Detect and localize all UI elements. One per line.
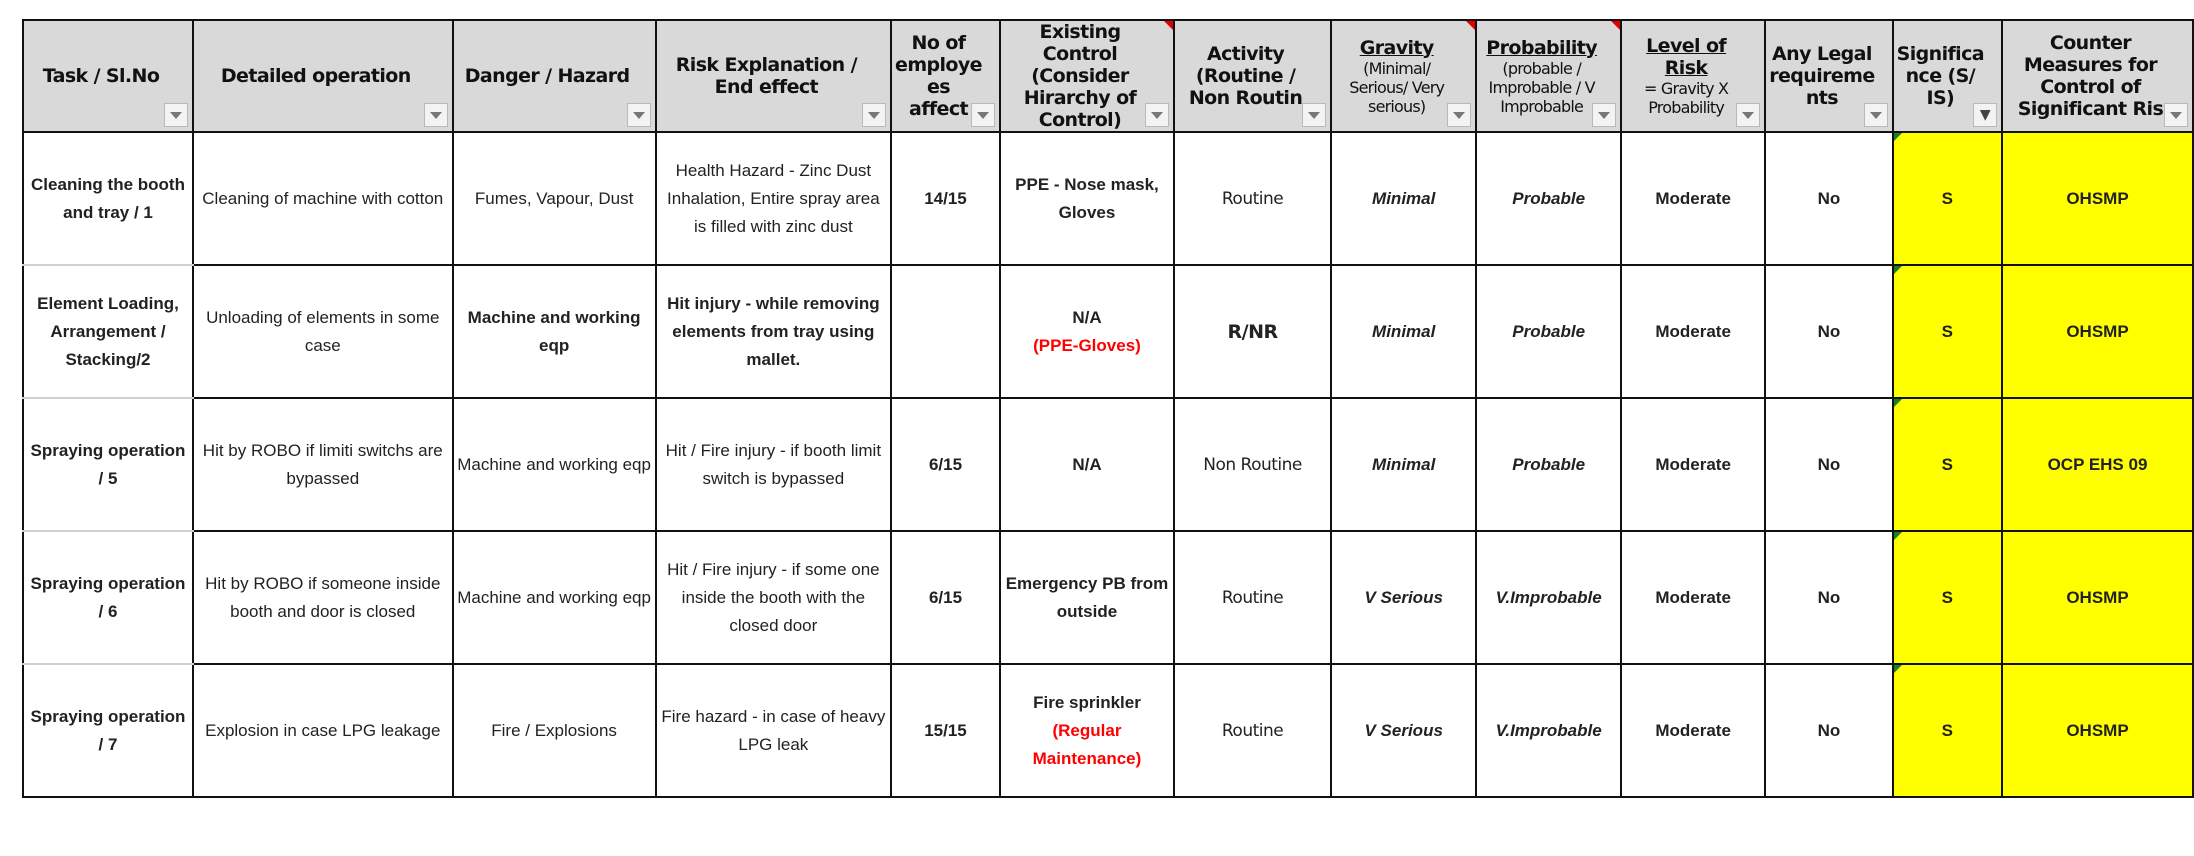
error-indicator-icon: [1894, 266, 1902, 274]
dropdown-arrow-icon: [868, 112, 880, 119]
cell-probability[interactable]: Probable: [1476, 132, 1621, 265]
cell-hazard[interactable]: Fumes, Vapour, Dust: [453, 132, 656, 265]
cell-counter[interactable]: OHSMP: [2002, 132, 2193, 265]
header-gravity: [1331, 20, 1476, 132]
cell-legal[interactable]: No: [1765, 531, 1892, 664]
cell-hazard[interactable]: Machine and working eqp: [453, 265, 656, 398]
cell-operation[interactable]: Hit by ROBO if someone inside booth and door is closed: [193, 531, 453, 664]
cell-significance[interactable]: [1893, 398, 2002, 531]
cell-control[interactable]: [1000, 265, 1174, 398]
header-level: [1621, 20, 1765, 132]
cell-activity[interactable]: R/NR: [1174, 265, 1331, 398]
cell-control[interactable]: [1000, 132, 1174, 265]
cell-hazard[interactable]: Fire / Explosions: [453, 664, 656, 797]
filter-dropdown-employees[interactable]: [971, 103, 995, 127]
cell-employees[interactable]: 15/15: [891, 664, 1000, 797]
header-task-label: Task / Sl.No: [42, 65, 160, 87]
error-indicator-icon: [1894, 532, 1902, 540]
header-activity-label: Activity (Routine / Non Routin: [1188, 43, 1303, 109]
header-significance: [1893, 20, 2002, 132]
error-indicator-icon: [1894, 399, 1902, 407]
cell-operation[interactable]: Unloading of elements in some case: [193, 265, 453, 398]
cell-level[interactable]: Moderate: [1621, 265, 1765, 398]
cell-risk[interactable]: Fire hazard - in case of heavy LPG leak: [656, 664, 891, 797]
header-control-label: Existing Control (Consider Hirarchy of Control): [1023, 21, 1137, 131]
dropdown-arrow-icon: [1742, 112, 1754, 119]
cell-significance[interactable]: [1893, 132, 2002, 265]
filter-dropdown-activity[interactable]: [1302, 103, 1326, 127]
cell-operation[interactable]: Hit by ROBO if limiti switchs are bypassed: [193, 398, 453, 531]
header-hazard: [453, 20, 656, 132]
control-text: N/A: [1072, 307, 1102, 327]
cell-counter[interactable]: OCP EHS 09: [2002, 398, 2193, 531]
filter-dropdown-control[interactable]: [1145, 103, 1169, 127]
table-row: [23, 398, 2193, 531]
cell-significance[interactable]: [1893, 531, 2002, 664]
cell-task[interactable]: Spraying operation / 6: [23, 531, 193, 664]
filter-funnel-icon: ▼: [1979, 107, 1991, 123]
filter-dropdown-hazard[interactable]: [627, 103, 651, 127]
filter-dropdown-gravity[interactable]: [1447, 103, 1471, 127]
cell-significance[interactable]: [1893, 664, 2002, 797]
cell-level[interactable]: Moderate: [1621, 664, 1765, 797]
cell-control[interactable]: [1000, 531, 1174, 664]
header-gravity-subtitle: (Minimal/ Serious/ Very serious): [1349, 58, 1445, 116]
comment-indicator-icon[interactable]: [1611, 21, 1620, 30]
cell-task[interactable]: Element Loading, Arrangement / Stacking/2: [23, 265, 193, 398]
cell-risk[interactable]: Hit injury - while removing elements from tray using mallet.: [656, 265, 891, 398]
cell-control[interactable]: [1000, 398, 1174, 531]
header-significance-label: Significa nce (S/ IS): [1896, 43, 1984, 109]
cell-task[interactable]: Cleaning the booth and tray / 1: [23, 132, 193, 265]
significance-text: S: [1941, 188, 1953, 208]
cell-gravity[interactable]: Minimal: [1331, 132, 1476, 265]
header-operation-label: Detailed operation: [220, 65, 411, 87]
cell-employees[interactable]: 14/15: [891, 132, 1000, 265]
cell-activity[interactable]: Routine: [1174, 132, 1331, 265]
header-employees: [891, 20, 1000, 132]
cell-hazard[interactable]: Machine and working eqp: [453, 531, 656, 664]
control-note: (PPE-Gloves): [1033, 335, 1141, 355]
dropdown-arrow-icon: [1870, 112, 1882, 119]
cell-task[interactable]: Spraying operation / 5: [23, 398, 193, 531]
header-task: [23, 20, 193, 132]
filter-dropdown-operation[interactable]: [424, 103, 448, 127]
cell-counter[interactable]: OHSMP: [2002, 664, 2193, 797]
cell-gravity[interactable]: V Serious: [1331, 531, 1476, 664]
cell-counter[interactable]: OHSMP: [2002, 265, 2193, 398]
risk-assessment-sheet: [22, 19, 2194, 798]
significance-text: S: [1941, 720, 1953, 740]
cell-significance[interactable]: [1893, 265, 2002, 398]
filter-dropdown-probability[interactable]: [1592, 103, 1616, 127]
dropdown-arrow-icon: [1308, 112, 1320, 119]
cell-level[interactable]: Moderate: [1621, 132, 1765, 265]
comment-indicator-icon[interactable]: [1466, 21, 1475, 30]
header-hazard-label: Danger / Hazard: [464, 65, 630, 87]
dropdown-arrow-icon: [1598, 112, 1610, 119]
cell-legal[interactable]: No: [1765, 265, 1892, 398]
cell-probability[interactable]: Probable: [1476, 398, 1621, 531]
error-indicator-icon: [1894, 665, 1902, 673]
header-risk: [656, 20, 891, 132]
table-row: [23, 531, 2193, 664]
cell-operation[interactable]: Explosion in case LPG leakage: [193, 664, 453, 797]
cell-activity[interactable]: Routine: [1174, 664, 1331, 797]
header-employees-label: No of employe es affect: [895, 32, 982, 120]
significance-text: S: [1941, 321, 1953, 341]
filter-dropdown-counter[interactable]: [2164, 103, 2188, 127]
dropdown-arrow-icon: [2170, 112, 2182, 119]
cell-legal[interactable]: No: [1765, 664, 1892, 797]
cell-gravity[interactable]: V Serious: [1331, 664, 1476, 797]
cell-activity[interactable]: Non Routine: [1174, 398, 1331, 531]
filter-dropdown-legal[interactable]: [1864, 103, 1888, 127]
cell-control[interactable]: [1000, 664, 1174, 797]
cell-hazard[interactable]: Machine and working eqp: [453, 398, 656, 531]
filter-dropdown-risk[interactable]: [862, 103, 886, 127]
cell-legal[interactable]: No: [1765, 132, 1892, 265]
cell-risk[interactable]: Hit / Fire injury - if some one inside the booth with the closed door: [656, 531, 891, 664]
table-row: [23, 132, 2193, 265]
risk-assessment-table: [22, 19, 2194, 798]
cell-activity[interactable]: Routine: [1174, 531, 1331, 664]
significance-text: S: [1941, 587, 1953, 607]
control-note: (Regular Maintenance): [1032, 720, 1142, 768]
table-row: [23, 265, 2193, 398]
filter-dropdown-level[interactable]: [1736, 103, 1760, 127]
control-text: Emergency PB from outside: [1005, 573, 1169, 621]
header-counter-label: Counter Measures for Control of Significant Ris: [2017, 32, 2164, 120]
filter-active-significance[interactable]: [1973, 103, 1997, 127]
cell-employees[interactable]: 6/15: [891, 398, 1000, 531]
header-row: [23, 20, 2193, 132]
cell-probability[interactable]: Probable: [1476, 265, 1621, 398]
cell-probability[interactable]: V.Improbable: [1476, 531, 1621, 664]
control-text: PPE - Nose mask, Gloves: [1015, 174, 1159, 222]
cell-probability[interactable]: V.Improbable: [1476, 664, 1621, 797]
header-risk-label: Risk Explanation / End effect: [675, 54, 857, 98]
cell-employees[interactable]: [891, 265, 1000, 398]
cell-operation[interactable]: Cleaning of machine with cotton: [193, 132, 453, 265]
dropdown-arrow-icon: [633, 112, 645, 119]
control-text: N/A: [1072, 454, 1102, 474]
cell-gravity[interactable]: Minimal: [1331, 398, 1476, 531]
header-control: [1000, 20, 1174, 132]
header-probability: [1476, 20, 1621, 132]
cell-employees[interactable]: 6/15: [891, 531, 1000, 664]
error-indicator-icon: [1894, 133, 1902, 141]
comment-indicator-icon[interactable]: [1164, 21, 1173, 30]
header-level-subtitle: = Gravity X Probability: [1644, 79, 1729, 117]
header-counter: [2002, 20, 2193, 132]
header-legal-label: Any Legal requireme nts: [1769, 43, 1875, 109]
dropdown-arrow-icon: [1151, 112, 1163, 119]
header-operation: [193, 20, 453, 132]
control-text: Fire sprinkler: [1033, 692, 1141, 712]
header-legal: [1765, 20, 1892, 132]
table-row: [23, 664, 2193, 797]
cell-level[interactable]: Moderate: [1621, 398, 1765, 531]
header-activity: [1174, 20, 1331, 132]
header-gravity-label: Gravity: [1359, 36, 1434, 59]
header-probability-label: Probability: [1486, 36, 1598, 59]
dropdown-arrow-icon: [1453, 112, 1465, 119]
cell-gravity[interactable]: Minimal: [1331, 265, 1476, 398]
significance-text: S: [1941, 454, 1953, 474]
header-level-label: Level of Risk: [1646, 35, 1727, 79]
cell-counter[interactable]: OHSMP: [2002, 531, 2193, 664]
dropdown-arrow-icon: [430, 112, 442, 119]
cell-task[interactable]: Spraying operation / 7: [23, 664, 193, 797]
cell-risk[interactable]: Health Hazard - Zinc Dust Inhalation, Entire spray area is filled with zinc dust: [656, 132, 891, 265]
cell-risk[interactable]: Hit / Fire injury - if booth limit switch is bypassed: [656, 398, 891, 531]
cell-legal[interactable]: No: [1765, 398, 1892, 531]
filter-dropdown-task[interactable]: [164, 103, 188, 127]
cell-level[interactable]: Moderate: [1621, 531, 1765, 664]
dropdown-arrow-icon: [170, 112, 182, 119]
dropdown-arrow-icon: [977, 112, 989, 119]
header-probability-subtitle: (probable / Improbable / V Improbable: [1488, 58, 1595, 116]
